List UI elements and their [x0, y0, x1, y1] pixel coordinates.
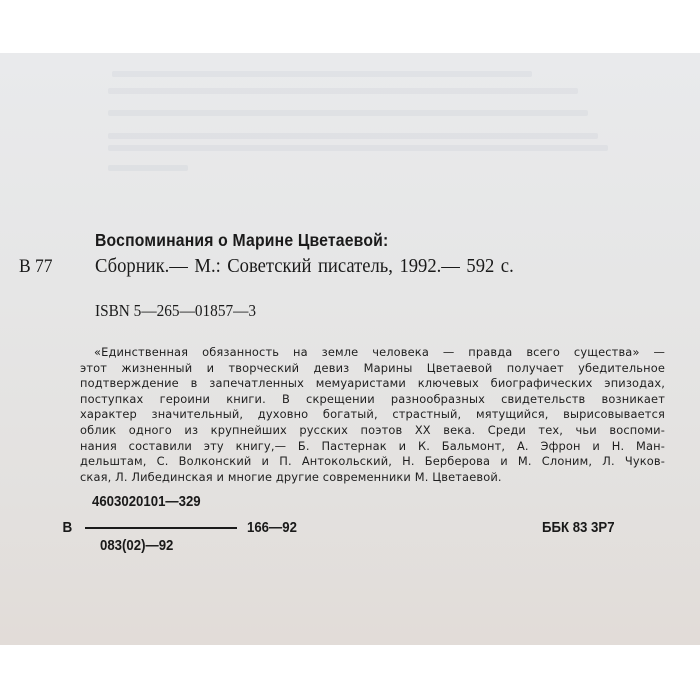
publishing-code-letter: В — [62, 519, 73, 536]
annotation-paragraph — [80, 345, 665, 485]
annotation-line: нания составили эту книгу,— Б. Пастернак и К. Бальмонт, А. Эфрон и Н. Ман- — [80, 438, 665, 453]
book-page — [0, 53, 700, 645]
imprint-line: Сборник.— М.: Советский писатель, 1992.— 592 с. — [95, 255, 514, 277]
isbn: ISBN 5—265—01857—3 — [95, 301, 257, 320]
publishing-code — [62, 493, 362, 573]
annotation-line: этот жизненный и творческий девиз Марины Цветаевой получает убедительное — [80, 360, 665, 375]
bleed-through-line — [108, 133, 598, 139]
publishing-code-order: 166—92 — [247, 519, 297, 536]
bleed-through-line — [108, 165, 188, 171]
bleed-through-line — [112, 71, 532, 77]
publishing-code-numerator: 4603020101—329 — [92, 493, 201, 510]
bbk-index: ББК 83 3Р7 — [542, 519, 615, 536]
annotation-line: характер значительный, духовно богатый, страстный, мятущийся, вырисовывается — [80, 407, 665, 422]
annotation-line: дельштам, С. Волконский и П. Антокольский, Н. Берберова и М. Слоним, Л. Чуков- — [80, 454, 665, 469]
call-number: В 77 — [19, 256, 53, 277]
fraction-bar — [85, 527, 237, 529]
annotation-line: ская, Л. Либединская и многие другие современники М. Цветаевой. — [80, 469, 502, 484]
bleed-through-line — [108, 88, 578, 94]
book-title: Воспоминания о Марине Цветаевой: — [95, 230, 389, 250]
bleed-through-line — [108, 145, 608, 151]
annotation-line: подтверждение в запечатленных мемуаристами ключевых биографических эпизодах, — [80, 376, 665, 391]
annotation-line: облик одного из крупнейших русских поэтов XX века. Среди тех, чьи воспоми- — [80, 422, 665, 437]
bleed-through-line — [108, 110, 588, 116]
annotation-line: поступках героини книги. В скрещении разнообразных свидетельств возникает — [80, 391, 665, 406]
annotation-line: «Единственная обязанность на земле человека — правда всего существа» — — [94, 345, 665, 359]
publishing-code-denominator: 083(02)—92 — [100, 537, 174, 554]
